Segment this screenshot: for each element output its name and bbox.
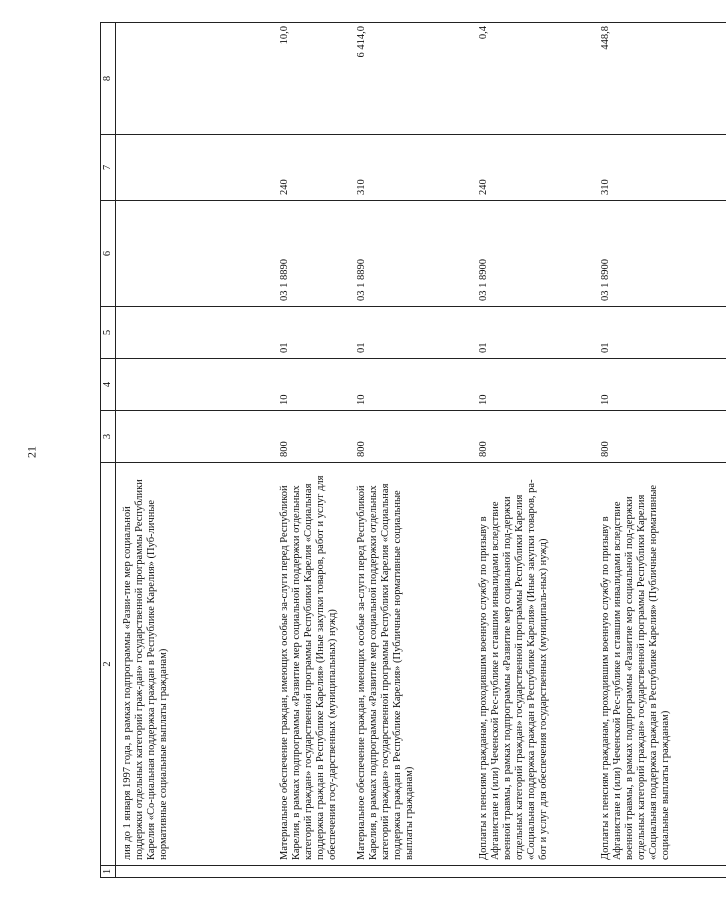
table-cell: 10 — [472, 359, 594, 411]
table-cell: 01 — [472, 307, 594, 359]
table-cell: 800 — [472, 411, 594, 463]
table-cell-amount: 6 414,0 — [350, 23, 472, 135]
table-cell: 800 — [594, 411, 726, 463]
header-cell: 5 — [101, 307, 116, 359]
table-cell-name: Материальное обеспечение граждан, имеющих особые за-слуги перед Республикой Карелия, в рамках подпрограммы «Развитие мер социальной поддержки отдельных категорий граждан» государственной программы Республики Карелия «Социальная поддержка граждан в Республике Карелия» (Публичные нормативные социальные выплаты гражданам) — [350, 463, 472, 866]
header-cell: 2 — [101, 463, 116, 866]
table-row — [472, 23, 594, 878]
header-cell: 8 — [101, 23, 116, 135]
header-cell: 3 — [101, 411, 116, 463]
table-row — [350, 23, 472, 878]
table-cell: 03 1 8890 — [273, 201, 350, 307]
table-cell: 10 — [350, 359, 472, 411]
table-row — [594, 23, 726, 878]
table-cell — [116, 411, 274, 463]
table-cell-name: Материальное обеспечение граждан, имеющих особые за-слуги перед Республикой Карелия, в рамках подпрограммы «Развитие мер социальной поддержки отдельных категорий граждан» государственной программы Республики Карелия «Социальная поддержка граждан в Республике Карелия» (Иные закупки товаров, работ и услуг для обеспечения госу-дарственных (муниципальных) нужд) — [273, 463, 350, 866]
table-cell-amount — [116, 23, 274, 135]
table-cell: 310 — [594, 135, 726, 201]
header-cell: 4 — [101, 359, 116, 411]
header-cell: 7 — [101, 135, 116, 201]
table-cell: 310 — [350, 135, 472, 201]
table-cell-amount: 448,8 — [594, 23, 726, 135]
table-cell: 03 1 8900 — [594, 201, 726, 307]
table-cell — [116, 866, 274, 878]
rotated-table-container — [100, 23, 671, 878]
page-number: 21 — [24, 446, 39, 458]
header-cell: 6 — [101, 201, 116, 307]
table-cell-name: Доплаты к пенсиям гражданам, проходившим военную службу по призыву в Афганистане и (или) Чеченской Рес-публике и ставшим инвалидами вследствие военной травмы, в рамках подпрограммы «Развитие мер социальной под-держки отдельных категорий граждан» государственной программы Республики Карелия «Социальная поддержка граждан в Республике Карелия» (Иные закупки товаров, ра-бот и услуг для обеспечения государственных (муниципаль-ных) нужд) — [472, 463, 594, 866]
table-cell: 240 — [273, 135, 350, 201]
table-row — [273, 23, 350, 878]
table-cell-amount: 0,4 — [472, 23, 594, 135]
table-cell — [273, 866, 350, 878]
table-cell: 800 — [273, 411, 350, 463]
table-cell: 10 — [273, 359, 350, 411]
table-cell: 01 — [350, 307, 472, 359]
table-cell — [594, 866, 726, 878]
table-cell-amount: 10,0 — [273, 23, 350, 135]
table-cell: 240 — [472, 135, 594, 201]
table-cell: 10 — [594, 359, 726, 411]
table-cell-name: лия до 1 января 1997 года, в рамках подпрограммы «Разви-тие мер социальной поддержки отдельных категорий граж-дан» государственной программы Республики Карелия «Со-циальная поддержка граждан в Республике Карелия» (Пуб-личные нормативные социальные выплаты гражданам) — [116, 463, 274, 866]
table-header-row — [101, 23, 116, 878]
budget-table — [100, 22, 726, 878]
table-cell: 01 — [273, 307, 350, 359]
table-cell-name: Доплаты к пенсиям гражданам, проходившим военную службу по призыву в Афганистане и (или) Чеченской Рес-публике и ставшим инвалидами вследствие военной травмы, в рамках подпрограммы «Развитие мер социальной под-держки отдельных категорий граждан» государственной программы Республики Карелия «Социальная поддержка граждан в Республике Карелия» (Публичные нормативные социальные выплаты гражданам) — [594, 463, 726, 866]
table-cell — [116, 307, 274, 359]
table-cell — [116, 359, 274, 411]
table-cell — [350, 866, 472, 878]
table-cell: 03 1 8900 — [472, 201, 594, 307]
header-cell: 1 — [101, 866, 116, 878]
table-cell — [116, 201, 274, 307]
table-cell — [472, 866, 594, 878]
table-cell: 03 1 8890 — [350, 201, 472, 307]
table-row — [116, 23, 274, 878]
table-cell — [116, 135, 274, 201]
table-cell: 01 — [594, 307, 726, 359]
table-cell: 800 — [350, 411, 472, 463]
